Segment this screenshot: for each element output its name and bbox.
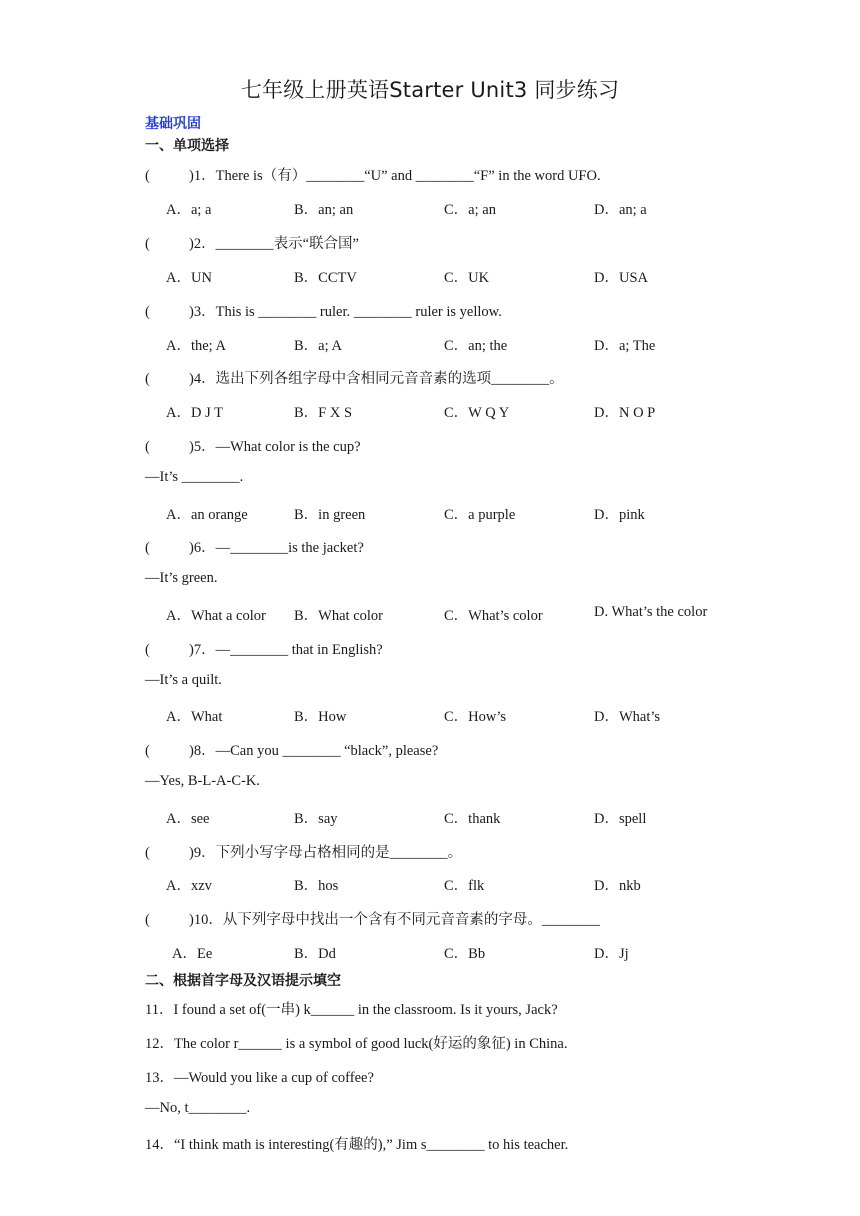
page-title: 七年级上册英语Starter Unit3 同步练习 <box>240 78 620 102</box>
q3-option-d: D．a; The <box>594 338 656 354</box>
q5-option-c: C．a purple <box>444 507 516 523</box>
question-6: ( )6．—________is the jacket? <box>145 540 364 556</box>
q2-option-d: D．USA <box>594 270 648 286</box>
q6-option-a: A．What a color <box>166 608 266 624</box>
question-2: ( )2．________表示“联合国” <box>145 236 359 252</box>
q8-option-a: A．see <box>166 811 210 827</box>
q7-answer-line: —It’s a quilt. <box>145 672 222 688</box>
q10-option-a: A．Ee <box>172 946 213 962</box>
fill-question-13: 13．—Would you like a cup of coffee? <box>145 1070 374 1086</box>
q2-option-b: B．CCTV <box>294 270 357 286</box>
q1-option-d: D．an; a <box>594 202 647 218</box>
q8-option-c: C．thank <box>444 811 501 827</box>
q4-option-b: B．F X S <box>294 405 353 421</box>
question-4: ( )4．选出下列各组字母中含相同元音音素的选项________。 <box>145 371 564 387</box>
q10-option-b: B．Dd <box>294 946 336 962</box>
question-8: ( )8．—Can you ________ “black”, please? <box>145 743 439 759</box>
q1-option-c: C．a; an <box>444 202 496 218</box>
part2-heading: 二、根据首字母及汉语提示填空 <box>145 973 341 989</box>
q10-option-d: D．Jj <box>594 946 629 962</box>
q3-option-a: A．the; A <box>166 338 227 354</box>
question-1: ( )1．There is（有）________“U” and ________“F” in the word UFO. <box>145 168 601 184</box>
q8-option-d: D．spell <box>594 811 647 827</box>
q7-option-c: C．How’s <box>444 709 507 725</box>
part1-heading: 一、单项选择 <box>145 138 229 154</box>
question-9: ( )9．下列小写字母占格相同的是________。 <box>145 845 463 861</box>
question-5: ( )5．—What color is the cup? <box>145 439 361 455</box>
q7-option-b: B．How <box>294 709 347 725</box>
q5-option-d: D．pink <box>594 507 645 523</box>
q4-option-c: C．W Q Y <box>444 405 510 421</box>
q9-option-b: B．hos <box>294 878 339 894</box>
fill-question-11: 11．I found a set of(一串) k______ in the classroom. Is it yours, Jack? <box>145 1002 558 1018</box>
q7-option-d: D．What’s <box>594 709 661 725</box>
q6-option-c: C．What’s color <box>444 608 543 624</box>
q2-option-c: C．UK <box>444 270 490 286</box>
q8-option-b: B．say <box>294 811 338 827</box>
q5-option-b: B．in green <box>294 507 366 523</box>
q7-option-a: A．What <box>166 709 223 725</box>
q1-option-a: A．a; a <box>166 202 212 218</box>
q4-option-d: D．N O P <box>594 405 656 421</box>
q8-answer-line: —Yes, B-L-A-C-K. <box>145 773 260 789</box>
question-10: ( )10．从下列字母中找出一个含有不同元音音素的字母。________ <box>145 912 600 928</box>
q2-option-a: A．UN <box>166 270 212 286</box>
q4-option-a: A．D J T <box>166 405 223 421</box>
q9-option-c: C．flk <box>444 878 485 894</box>
q10-option-c: C．Bb <box>444 946 486 962</box>
fill-question-14: 14．“I think math is interesting(有趣的),” Jim s________ to his teacher. <box>145 1137 569 1153</box>
q6-answer-line: —It’s green. <box>145 570 218 586</box>
q9-option-a: A．xzv <box>166 878 212 894</box>
q1-option-b: B．an; an <box>294 202 354 218</box>
answer-bracket: ( <box>145 168 150 184</box>
section-basic-label: 基础巩固 <box>145 116 201 132</box>
q3-option-b: B．a; A <box>294 338 342 354</box>
q5-answer-line: —It’s ________. <box>145 469 244 485</box>
fill-question-13-answer: —No, t________. <box>145 1100 251 1116</box>
q9-option-d: D．nkb <box>594 878 641 894</box>
fill-question-12: 12．The color r______ is a symbol of good luck(好运的象征) in China. <box>145 1036 568 1052</box>
q6-option-d: D. What’s the color <box>594 604 708 620</box>
q6-option-b: B．What color <box>294 608 383 624</box>
q3-option-c: C．an; the <box>444 338 508 354</box>
question-7: ( )7．—________ that in English? <box>145 642 383 658</box>
q5-option-a: A．an orange <box>166 507 248 523</box>
question-3: ( )3．This is ________ ruler. ________ ruler is yellow. <box>145 304 502 320</box>
